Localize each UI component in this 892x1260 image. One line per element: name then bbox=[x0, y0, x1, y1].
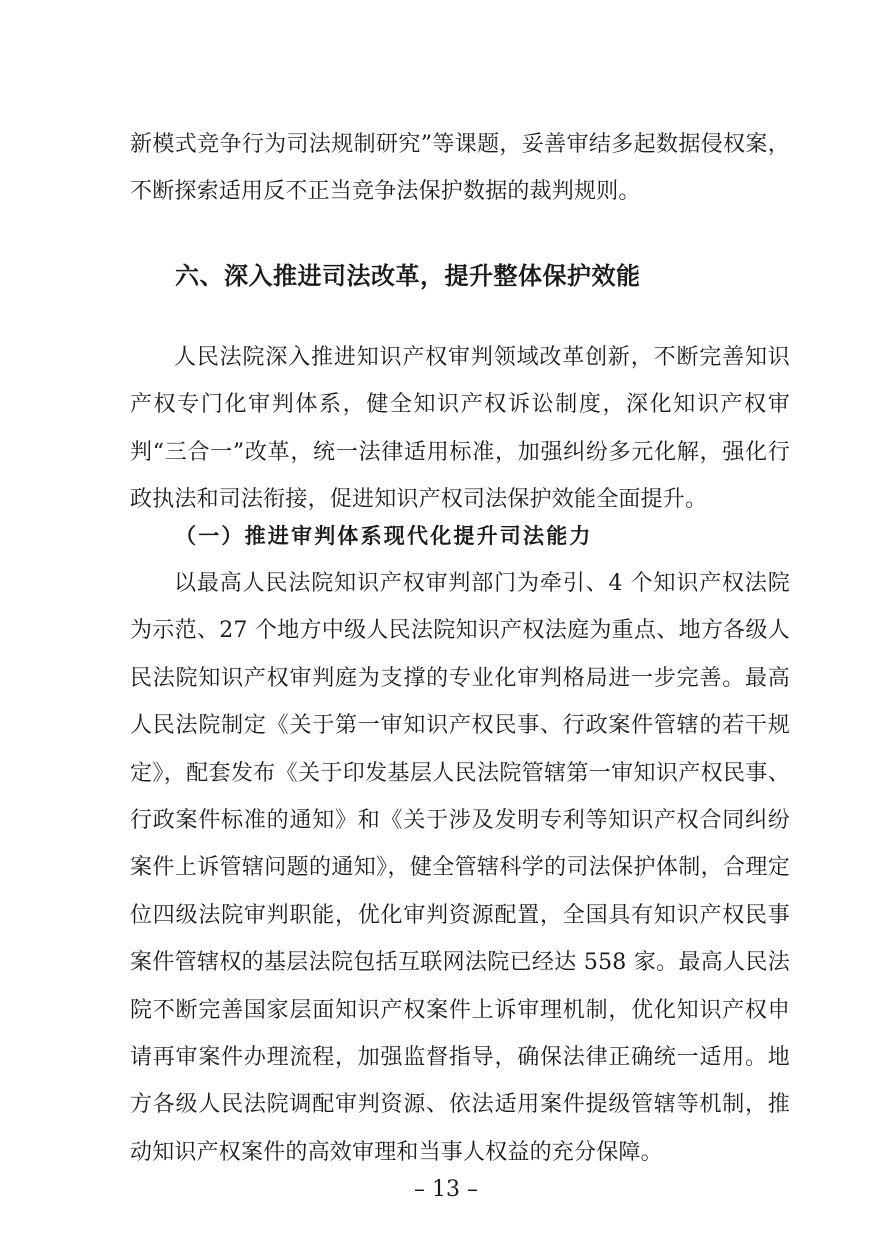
section-heading: 六、深入推进司法改革，提升整体保护效能 bbox=[175, 262, 641, 290]
main-paragraph: 以最高人民法院知识产权审判部门为牵引、4 个知识产权法院为示范、27 个地方中级人民法院知识产权法庭为重点、地方各级人民法院知识产权审判庭为支撑的专业化审判格局进一步完善。最高人民法院制定《关于第一审知识产权民事、行政案件管辖的若干规定》，配套发布《关于印发基层人民法院管辖第一审知识产权民事、行政案件标准的通知》和《关于涉及发明专利等知识产权合同纠纷案件上诉管辖问题的通知》，健全管辖科学的司法保护体制，合理定位四级法院审判职能，优化审判资源配置，全国具有知识产权民事案件管辖权的基层法院包括互联网法院已经达 558 家。最高人民法院不断完善国家层面知识产权案件上诉审理机制，优化知识产权申请再审案件办理流程，加强监督指导，确保法律正确统一适用。地方各级人民法院调配审判资源、依法适用案件提级管辖等机制，推动知识产权案件的高效审理和当事人权益的充分保障。 bbox=[130, 571, 790, 1165]
continued-paragraph: 新模式竞争行为司法规制研究”等课题，妥善审结多起数据侵权案，不断探索适用反不正当竞争法保护数据的裁判规则。 bbox=[130, 132, 790, 205]
subsection-heading: （一）推进审判体系现代化提升司法能力 bbox=[175, 524, 593, 548]
page-number: – 13 – bbox=[414, 1177, 478, 1202]
intro-paragraph: 人民法院深入推进知识产权审判领域改革创新，不断完善知识产权专门化审判体系，健全知识产权诉讼制度，深化知识产权审判“三合一”改革，统一法律适用标准，加强纠纷多元化解，强化行政执法和司法衔接，促进知识产权司法保护效能全面提升。 bbox=[130, 345, 790, 513]
